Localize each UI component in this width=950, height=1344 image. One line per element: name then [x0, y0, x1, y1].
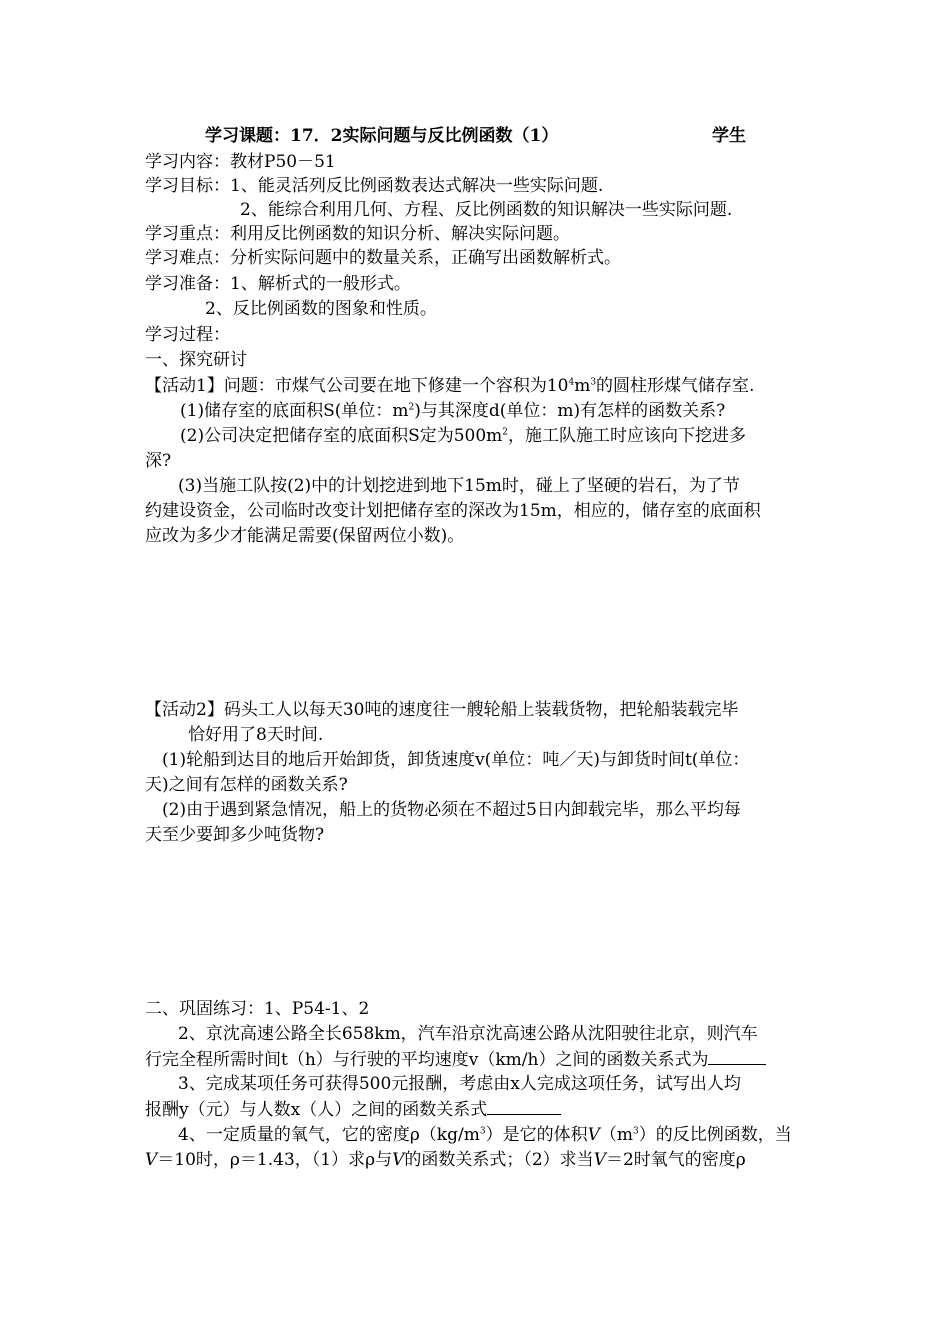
practice-3-cont-text: 报酬y（元）与人数x（人）之间的函数关系式: [145, 1100, 488, 1120]
learning-goal-2: 2、能综合利用几何、方程、反比例函数的知识解决一些实际问题.: [240, 200, 733, 220]
learning-key-point: 学习重点：利用反比例函数的知识分析、解决实际问题。: [145, 224, 570, 244]
activity1-question-3-line2: 约建设资金，公司临时改变计划把储存室的深改为15m，相应的，储存室的底面积: [145, 501, 761, 521]
activity1-intro-exp2: 3: [590, 377, 597, 388]
practice-4: [178, 1123, 792, 1147]
practice-4-exp2: 3: [632, 1126, 639, 1137]
activity1-intro: [145, 374, 754, 398]
lesson-title: [205, 124, 558, 148]
activity1-q2-exp: 2: [502, 427, 509, 438]
activity1-q2-a: (2)公司决定把储存室的底面积S定为500m: [180, 426, 503, 446]
practice-4-var-v: V: [392, 1150, 405, 1170]
practice-4-b2: 的函数关系式；（2）求当: [404, 1150, 594, 1170]
practice-2-cont-text: 行完全程所需时间t（h）与行驶的平均速度v（km/h）之间的函数关系式为: [145, 1050, 709, 1070]
activity1-question-3: (3)当施工队按(2)中的计划挖进到地下15m时，碰上了坚硬的岩石，为了节: [178, 476, 740, 496]
practice-4-exp: 3: [479, 1126, 486, 1137]
practice-4-a1: 4、一定质量的氧气，它的密度ρ（kg/m: [178, 1125, 480, 1145]
title-text: 学习课题：17．2实际问题与反比例函数（1）: [205, 126, 559, 146]
activity2-question-1: (1)轮船到达目的地后开始卸货，卸货速度v(单位：吨／天)与卸货时间t(单位：: [162, 750, 750, 770]
practice-4-a2: ）是它的体积: [485, 1125, 588, 1145]
practice-2: 2、京沈高速公路全长658km，汽车沿京沈高速公路从沈阳驶往北京，则汽车: [178, 1024, 758, 1044]
activity1-question-2-cont: 深?: [145, 451, 172, 471]
learning-content: 学习内容：教材P50－51: [145, 152, 336, 172]
learning-goal-1: 学习目标：1、能灵活列反比例函数表达式解决一些实际问题.: [145, 176, 604, 196]
activity2-question-1-cont: 天)之间有怎样的函数关系?: [145, 775, 348, 795]
learning-process: 学习过程：: [145, 325, 230, 345]
learning-prep-2: 2、反比例函数的图象和性质。: [205, 299, 437, 319]
activity1-q1-exp: 2: [408, 402, 415, 413]
activity2-intro: 【活动2】码头工人以每天30吨的速度往一艘轮船上装载货物，把轮船装载完毕: [145, 700, 739, 720]
activity2-intro-cont: 恰好用了8天时间.: [188, 725, 324, 745]
activity1-q1-a: (1)储存室的底面积S(单位：m: [180, 401, 409, 421]
learning-difficulty: 学习难点：分析实际问题中的数量关系，正确写出函数解析式。: [145, 248, 621, 268]
practice-4-b3: ＝2时氧气的密度ρ: [605, 1150, 746, 1170]
practice-4-a4: ）的反比例函数，当: [638, 1125, 792, 1145]
practice-4-var-v: V: [593, 1150, 606, 1170]
activity1-intro-a: 【活动1】问题：市煤气公司要在地下修建一个容积为10: [145, 376, 569, 396]
section-heading-practice: 二、巩固练习：1、P54-1、2: [145, 999, 370, 1019]
answer-blank[interactable]: [487, 1097, 561, 1115]
student-label: [712, 124, 746, 148]
practice-4-b1: ＝10时，ρ＝1.43，（1）求ρ与: [157, 1150, 393, 1170]
practice-3: 3、完成某项任务可获得500元报酬，考虑由x人完成这项任务，试写出人均: [178, 1074, 741, 1094]
student-text: 学生: [712, 126, 746, 146]
practice-4-cont: [145, 1148, 746, 1172]
activity1-q1-b: )与其深度d(单位：m)有怎样的函数关系?: [414, 401, 726, 421]
activity1-intro-c: 的圆柱形煤气储存室.: [596, 376, 755, 396]
practice-4-var-v: V: [587, 1125, 600, 1145]
activity1-question-1: [180, 399, 725, 423]
practice-3-cont: [145, 1097, 561, 1122]
practice-4-var-v: V: [145, 1150, 158, 1170]
activity1-q2-b: ，施工队施工时应该向下挖进多: [508, 426, 747, 446]
activity1-question-3-line3: 应改为多少才能满足需要(保留两位小数)。: [145, 526, 465, 546]
activity1-question-2: [180, 424, 746, 448]
activity1-intro-b: m: [574, 376, 591, 396]
section-heading-explore: 一、探究研讨: [145, 350, 247, 370]
practice-2-cont: [145, 1047, 766, 1072]
answer-blank[interactable]: [708, 1047, 766, 1065]
learning-prep-1: 学习准备：1、解析式的一般形式。: [145, 274, 411, 294]
practice-4-a3: （m: [599, 1125, 633, 1145]
activity2-question-2: (2)由于遇到紧急情况，船上的货物必须在不超过5日内卸载完毕，那么平均每: [162, 800, 741, 820]
activity1-intro-exp1: 4: [568, 377, 575, 388]
activity2-question-2-cont: 天至少要卸多少吨货物?: [145, 825, 325, 845]
